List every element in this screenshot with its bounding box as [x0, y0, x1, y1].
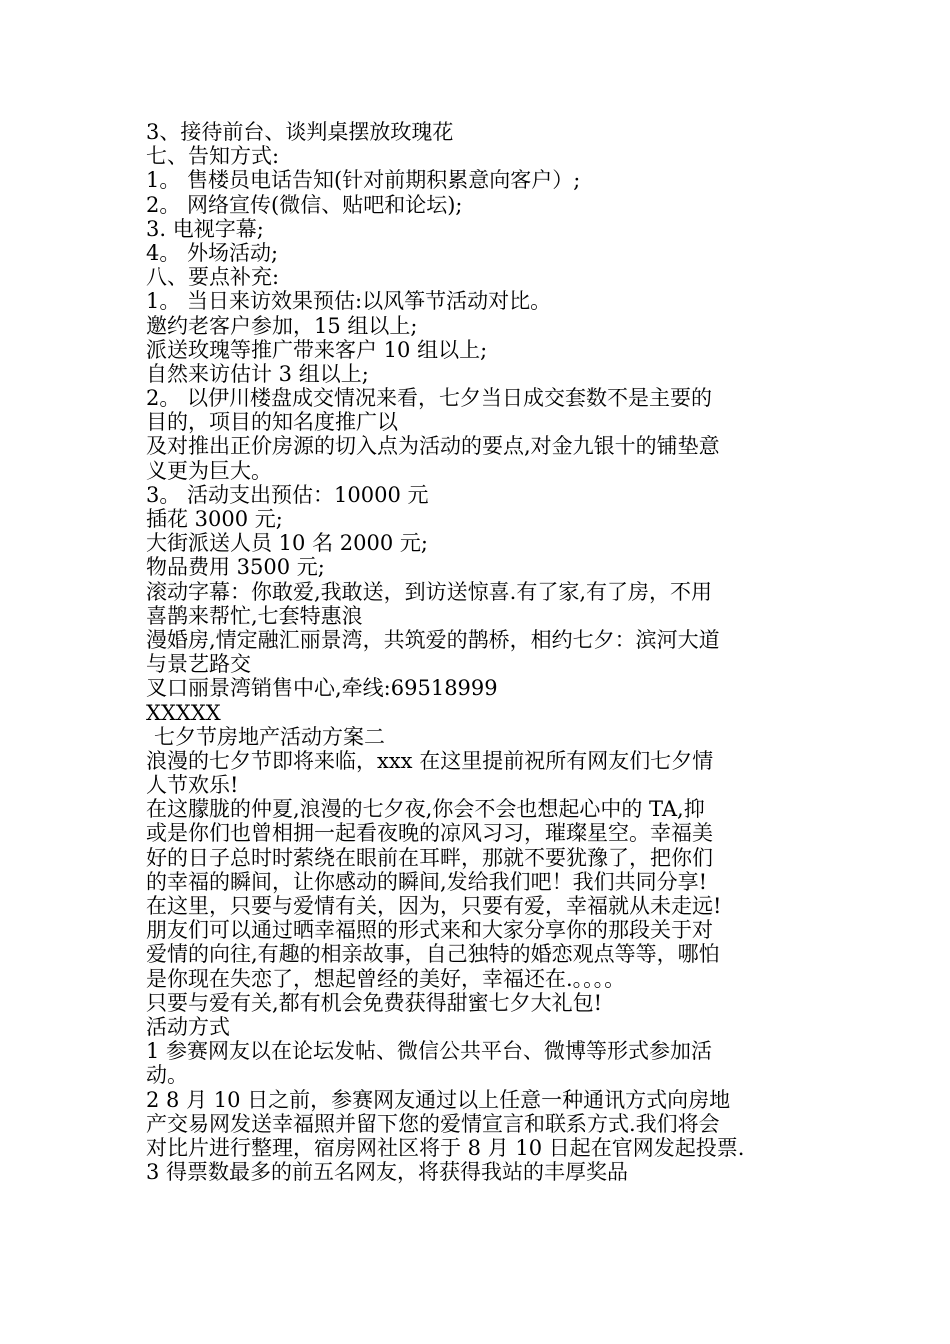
text-line: 3. 电视字幕;	[146, 216, 264, 241]
text-line: 叉口丽景湾销售中心,牵线:69518999	[146, 676, 498, 701]
text-line: 派送玫瑰等推广带来客户 10 组以上;	[146, 337, 488, 362]
text-line: 好的日子总时时萦绕在眼前在耳畔，那就不要犹豫了，把你们	[146, 845, 713, 870]
text-line: 与景艺路交	[146, 652, 251, 677]
document-body	[146, 120, 810, 1184]
text-line: 对比片进行整理，宿房网社区将于 8 月 10 日起在官网发起投票.	[146, 1135, 745, 1160]
text-line: 3。 活动支出预估：10000 元	[146, 482, 429, 507]
text-line: 人节欢乐!	[146, 773, 239, 798]
section-heading: 八、要点补充:	[146, 265, 280, 290]
text-line: 动。	[146, 1063, 188, 1088]
text-line: 目的，项目的知名度推广以	[146, 410, 398, 435]
text-line: 或是你们也曾相拥一起看夜晚的凉风习习，璀璨星空。幸福美	[146, 821, 713, 846]
text-line: 爱情的向往,有趣的相亲故事，自己独特的婚恋观点等等，哪怕	[146, 942, 720, 967]
text-line: 物品费用 3500 元;	[146, 555, 325, 580]
text-line: 插花 3000 元;	[146, 507, 283, 531]
text-line: 在这里，只要与爱情有关，因为，只要有爱，幸福就从未走远!	[146, 894, 722, 918]
text-line: 朋友们可以通过晒幸福照的形式来和大家分享你的那段关于对	[146, 918, 713, 943]
text-line: 2。 网络宣传(微信、贴吧和论坛);	[146, 192, 463, 217]
text-line: 是你现在失恋了，想起曾经的美好，幸福还在.。。。。	[146, 966, 626, 991]
text-line: 滚动字幕：你敢爱,我敢送，到访送惊喜.有了家,有了房，不用	[146, 579, 713, 604]
text-line: 义更为巨大。	[146, 458, 272, 483]
text-line: XXXXX	[146, 700, 221, 725]
text-line: 及对推出正价房源的切入点为活动的要点,对金九银十的铺垫意	[146, 434, 720, 459]
text-line: 3 得票数最多的前五名网友，将获得我站的丰厚奖品	[146, 1160, 629, 1185]
section-title: 七夕节房地产活动方案二	[154, 724, 385, 749]
text-line: 漫婚房,情定融汇丽景湾，共筑爱的鹊桥，相约七夕：滨河大道	[146, 627, 720, 652]
text-line: 只要与爱有关,都有机会免费获得甜蜜七夕大礼包!	[146, 990, 603, 1015]
text-line: 的幸福的瞬间，让你感动的瞬间,发给我们吧！我们共同分享!	[146, 869, 708, 894]
text-line: 在这朦胧的仲夏,浪漫的七夕夜,你会不会也想起心中的 TA,抑	[146, 797, 705, 822]
text-line: 大街派送人员 10 名 2000 元;	[146, 531, 428, 556]
section-heading: 七、告知方式:	[146, 144, 280, 169]
text-line: 浪漫的七夕节即将来临，xxx 在这里提前祝所有网友们七夕情	[146, 748, 714, 773]
section-heading: 活动方式	[146, 1014, 230, 1039]
text-line: 2。 以伊川楼盘成交情况来看，七夕当日成交套数不是主要的	[146, 386, 713, 411]
text-line: 2 8 月 10 日之前，参赛网友通过以上任意一种通讯方式向房地	[146, 1087, 731, 1112]
text-line: 邀约老客户参加，15 组以上;	[146, 313, 418, 338]
text-line: 3、接待前台、谈判桌摆放玫瑰花	[146, 120, 454, 144]
text-line: 1。 当日来访效果预估:以风筝节活动对比。	[146, 289, 552, 314]
text-line: 喜鹊来帮忙,七套特惠浪	[146, 603, 363, 628]
text-line: 1。 售楼员电话告知(针对前期积累意向客户）;	[146, 168, 581, 193]
text-line: 1 参赛网友以在论坛发帖、微信公共平台、微博等形式参加活	[146, 1039, 713, 1064]
text-line: 自然来访估计 3 组以上;	[146, 361, 369, 386]
text-line: 产交易网发送幸福照并留下您的爱情宣言和联系方式.我们将会	[146, 1111, 720, 1136]
text-line: 4。 外场活动;	[146, 240, 279, 265]
